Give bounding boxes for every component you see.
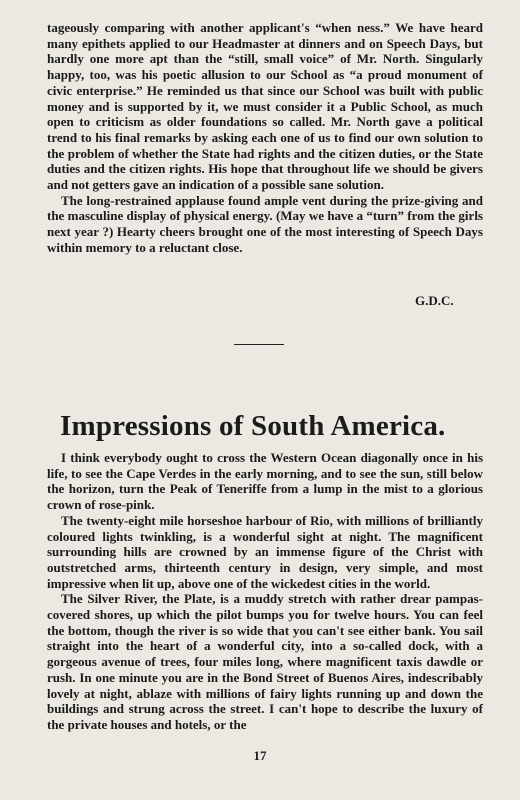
page-number: 17 (253, 748, 267, 763)
paragraph: The long-restrained applause found ample vent during the prize-giving and the masculine display of physical energy. (May we have a “turn” from the girls next year ?) Hearty cheers brought one of the most interesting of Speech Days within memory to a reluctant close. (47, 192, 483, 255)
previous-article-text (47, 20, 483, 256)
article-body (47, 450, 483, 733)
paragraph: The twenty-eight mile horseshoe harbour of Rio, with millions of brilliantly coloured lights twinkling, is a wonderful sight at night. The magnificent surrounding hills are crowned by an immense figure of the Christ with outstretched arms, thirteenth century in design, very simple, and most impressive when lit up, above one of the wickedest cities in the world. (47, 512, 483, 591)
paragraph: The Silver River, the Plate, is a muddy stretch with rather drear pampas-covered shores, up which the pilot bumps you for twelve hours. You can feel the bottom, though the river is so wide that you can't see either bank. You sail straight into the heart of a wonderful city, into a so-called dock, with a gorgeous avenue of trees, four miles long, where magnificent taxis dawdle or rush. In one minute you are in the Bond Street of Buenos Aires, indescribably lovely at night, ablaze with millions of fairy lights running up and down the buildings and strung across the street. I can't hope to describe the luxury of the private houses and hotels, or the (47, 591, 483, 732)
signature: G.D.C. (415, 293, 454, 308)
section-divider (234, 344, 284, 345)
article-title: Impressions of South America. (60, 410, 446, 442)
paragraph: I think everybody ought to cross the Western Ocean diagonally once in his life, to see the Cape Verdes in the early morning, and to see the sun, still below the horizon, turn the Peak of Teneriffe from a lump in the mist to a glorious crown of rose-pink. (47, 450, 483, 513)
paragraph: tageously comparing with another applicant's “when ness.” We have heard many epithets applied to our Headmaster at dinners and on Speech Days, but hardly one more apt than the “still, small voice” of Mr. North. Singularly happy, too, was his poetic allusion to our School as “a proud monument of civic enterprise.” He reminded us that since our School was built with public money and is supported by it, we must consider it a Public School, as much open to criticism as older foundations so called. Mr. North gave a political trend to his final remarks by asking each one of us to find our own solution to the problem of whether the State had rights and the citizen duties, or the State duties and the citizen rights. His hope that throughout life we should be givers and not getters gave an indication of a possible sane solution. (47, 20, 483, 193)
